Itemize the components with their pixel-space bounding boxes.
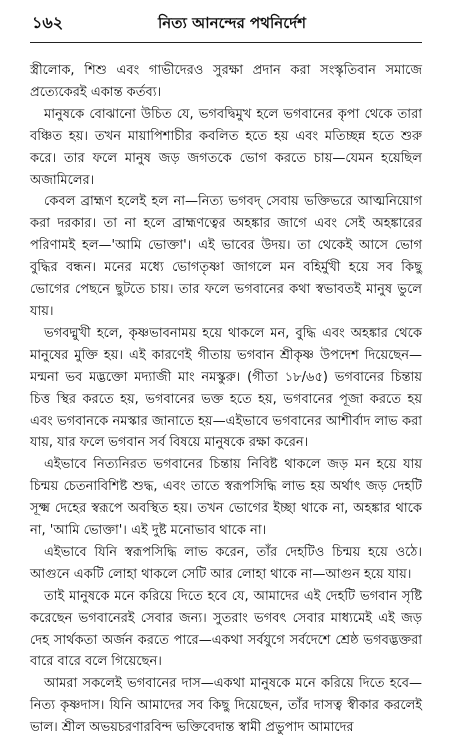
page-header bbox=[32, 10, 420, 38]
page-number: ১৬২ bbox=[32, 13, 64, 32]
paragraph: মানুষকে বোঝানো উচিত যে, ভগবদ্বিমুখ হলে ভগবানের কৃপা থেকে তারা বঞ্চিত হয়। তখন মায়াপিশাচীর কবলিত হতে হয় এবং মতিচ্ছন্ন হতে শুরু করে। তার ফলে মানুষ জড় জগতকে ভোগ করতে চায়—যেমন হয়েছিল অজামিলের। bbox=[30, 106, 422, 188]
paragraph: এইভাবে নিত্যনিরত ভগবানের চিন্তায় নিবিষ্ট থাকলে জড় মন হয়ে যায় চিন্ময় চেতনাবিশিষ্ট শুদ্ধ, এবং তাতে স্বরূপসিদ্ধি লাভ হয় অর্থাৎ জড় দেহটি সূক্ষ্ম দেহের স্বরূপে অবস্থিত হয়। তখন ভোগের ইচ্ছা থাকে না, অহঙ্কার থাকে না, 'আমি ভোক্তা'। এই দুষ্ট মনোভাব থাকে না। bbox=[30, 457, 422, 539]
body-text bbox=[30, 60, 422, 736]
paragraph: স্ত্রীলোক, শিশু এবং গাভীদেরও সুরক্ষা প্রদান করা সংস্কৃতিবান সমাজে প্রত্যেকেরই একান্ত কর্তব্য। bbox=[30, 63, 422, 100]
paragraph: এইভাবে যিনি স্বরূপসিদ্ধি লাভ করেন, তাঁর দেহটিও চিন্ময় হয়ে ওঠে। আগুনে একটি লোহা থাকলে সেটি আর লোহা থাকে না—আগুন হয়ে যায়। bbox=[30, 544, 422, 582]
paragraph: ভগবদ্মুখী হলে, কৃষ্ণভাবনাময় হয়ে থাকলে মন, বুদ্ধি এবং অহঙ্কার থেকে মানুষের মুক্তি হয়। এই কারণেই গীতায় ভগবান শ্রীকৃষ্ণ উপদেশ দিয়েছেন—মন্মনা ভব মদ্ভক্তো মদ্যাজী মাং নমস্কুরু। (গীতা ১৮/৬৫) ভগবানের চিন্তায় চিত্ত স্থির করতে হয়, ভগবানের ভক্ত হতে হয়, ভগবানের পূজা করতে হয় এবং ভগবানকে নমস্কার জানাতে হয়—এইভাবে ভগবানের আশীর্বাদ লাভ করা যায়, যার ফলে ভগবান সর্ব বিষয়ে মানুষকে রক্ষা করেন। bbox=[30, 325, 422, 451]
paragraph: আমরা সকলেই ভগবানের দাস—একথা মানুষকে মনে করিয়ে দিতে হবে—নিত্য কৃষ্ণদাস। যিনি আমাদের সব কিছু দিয়েছেন, তাঁর দাসত্ব স্বীকার করলেই ভাল। শ্রীল অভয়চরণারবিন্দ ভক্তিবেদান্ত স্বামী প্রভুপাদ আমাদের bbox=[30, 676, 422, 736]
header-rule bbox=[30, 42, 422, 43]
running-title: নিত্য আনন্দের পথনির্দেশ bbox=[158, 14, 306, 32]
paragraph: কেবল ব্রাহ্মণ হলেই হল না—নিত্য ভগবদ্ সেবায় ভক্তিভরে আত্মনিয়োগ করা দরকার। তা না হলে ব্রাহ্মণত্বের অহঙ্কার জাগে এবং সেই অহঙ্কারের পরিণামই হল—'আমি ভোক্তা'। এই ভাবের উদয়। তা থেকেই আসে ভোগ বুদ্ধির বন্ধন। মনের মধ্যে ভোগতৃষ্ণা জাগলে মন বহির্মুখী হয়ে সব কিছু ভোগের পেছনে ছুটতে চায়। তার ফলে ভগবানের কথা স্বভাবতই মানুষ ভুলে যায়। bbox=[30, 194, 422, 319]
paragraph: তাই মানুষকে মনে করিয়ে দিতে হবে যে, আমাদের এই দেহটি ভগবান সৃষ্টি করেছেন ভগবানেরই সেবার জন্য। সুতরাং ভগবৎ সেবার মাধ্যমেই এই জড় দেহ সার্থকতা অর্জন করতে পারে—একথা সর্বযুগে সর্বদেশে শ্রেষ্ঠ ভগবদ্ভক্তরা বারে বারে বলে গিয়েছেন। bbox=[30, 588, 422, 670]
